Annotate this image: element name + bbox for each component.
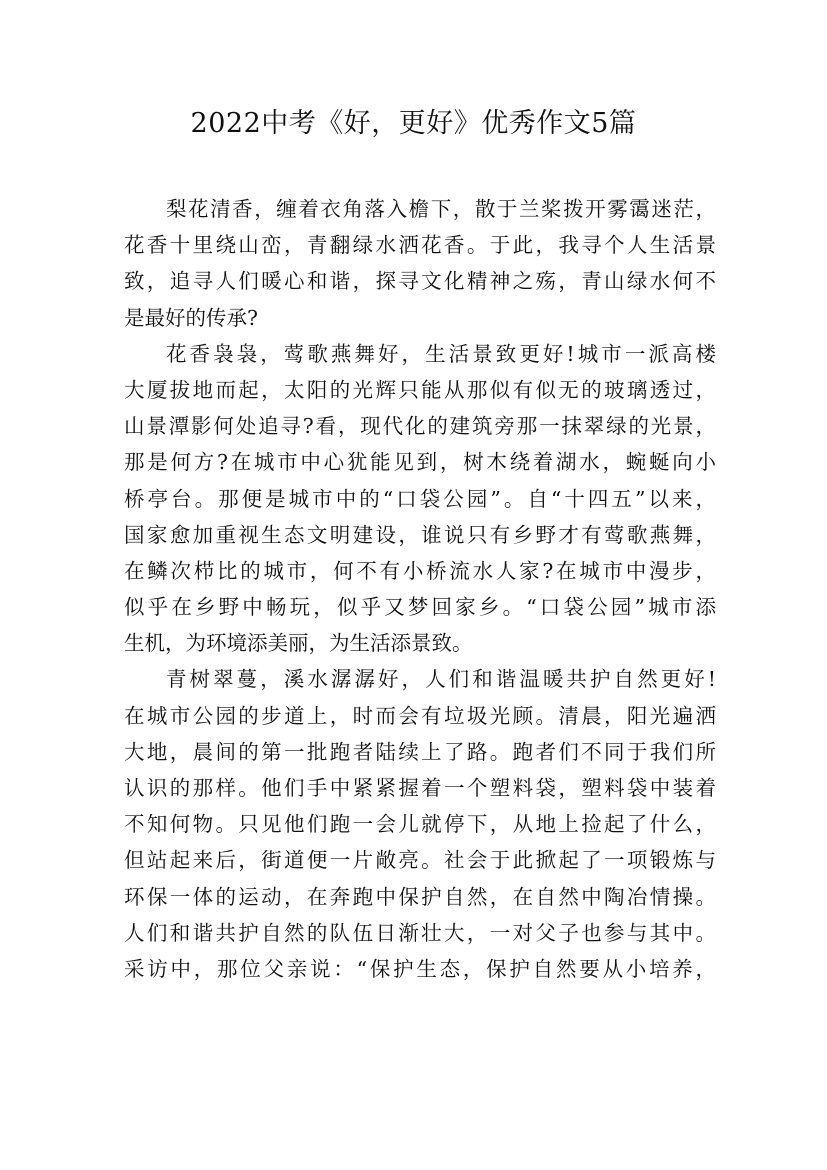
paragraph-line: 认识的那样。他们手中紧紧握着一个塑料袋，塑料袋中装着 (124, 776, 716, 800)
document-title: 2022中考《好，更好》优秀作文5篇 (190, 108, 637, 139)
paragraph-line: 生机，为环境添美丽，为生活添景致。 (124, 631, 473, 656)
paragraph-line: 青树翠蔓，溪水潺潺好，人们和谐温暖共护自然更好! (166, 667, 716, 692)
paragraph-line: 大地，晨间的第一批跑者陆续上了路。跑者们不同于我们所 (124, 739, 716, 764)
paragraph-line: 采访中，那位父亲说：“保护生态，保护自然要从小培养， (124, 956, 716, 981)
paragraph-line: 桥亭台。那便是城市中的“口袋公园”。自“十四五”以来， (124, 486, 716, 511)
document-body (124, 191, 716, 987)
paragraph-line: 是最好的传承? (124, 305, 258, 330)
paragraph-line: 环保一体的运动，在奔跑中保护自然，在自然中陶冶情操。 (124, 884, 716, 909)
paragraph-line: 花香十里绕山峦，青翻绿水洒花香。于此，我寻个人生活景 (124, 233, 716, 258)
paragraph-line: 那是何方?在城市中心犹能见到，树木绕着湖水，蜿蜒向小 (124, 450, 716, 475)
paragraph-line: 在城市公园的步道上，时而会有垃圾光顾。清晨，阳光遍洒 (124, 703, 716, 728)
paragraph-line: 国家愈加重视生态文明建设，谁说只有乡野才有莺歌燕舞， (124, 522, 716, 547)
paragraph-2 (124, 336, 716, 662)
paragraph-line: 梨花清香，缠着衣角落入檐下，散于兰桨拨开雾霭迷茫， (166, 197, 716, 221)
paragraph-line: 不知何物。只见他们跑一会儿就停下，从地上捡起了什么， (124, 812, 716, 837)
paragraph-line: 致，追寻人们暖心和谐，探寻文化精神之殇，青山绿水何不 (124, 269, 716, 294)
paragraph-3 (124, 661, 716, 987)
paragraph-line: 似乎在乡野中畅玩，似乎又梦回家乡。“口袋公园”城市添 (124, 595, 716, 620)
paragraph-line: 人们和谐共护自然的队伍日渐壮大，一对父子也参与其中。 (124, 920, 716, 945)
paragraph-line: 花香袅袅，莺歌燕舞好，生活景致更好!城市一派高楼 (166, 341, 716, 366)
paragraph-1 (124, 191, 716, 336)
paragraph-line: 大厦拔地而起，太阳的光辉只能从那似有似无的玻璃透过， (124, 377, 716, 402)
paragraph-line: 但站起来后，街道便一片敞亮。社会于此掀起了一项锻炼与 (124, 848, 716, 873)
paragraph-line: 在鳞次栉比的城市，何不有小桥流水人家?在城市中漫步， (124, 558, 716, 583)
paragraph-line: 山景潭影何处追寻?看，现代化的建筑旁那一抹翠绿的光景， (124, 414, 716, 439)
